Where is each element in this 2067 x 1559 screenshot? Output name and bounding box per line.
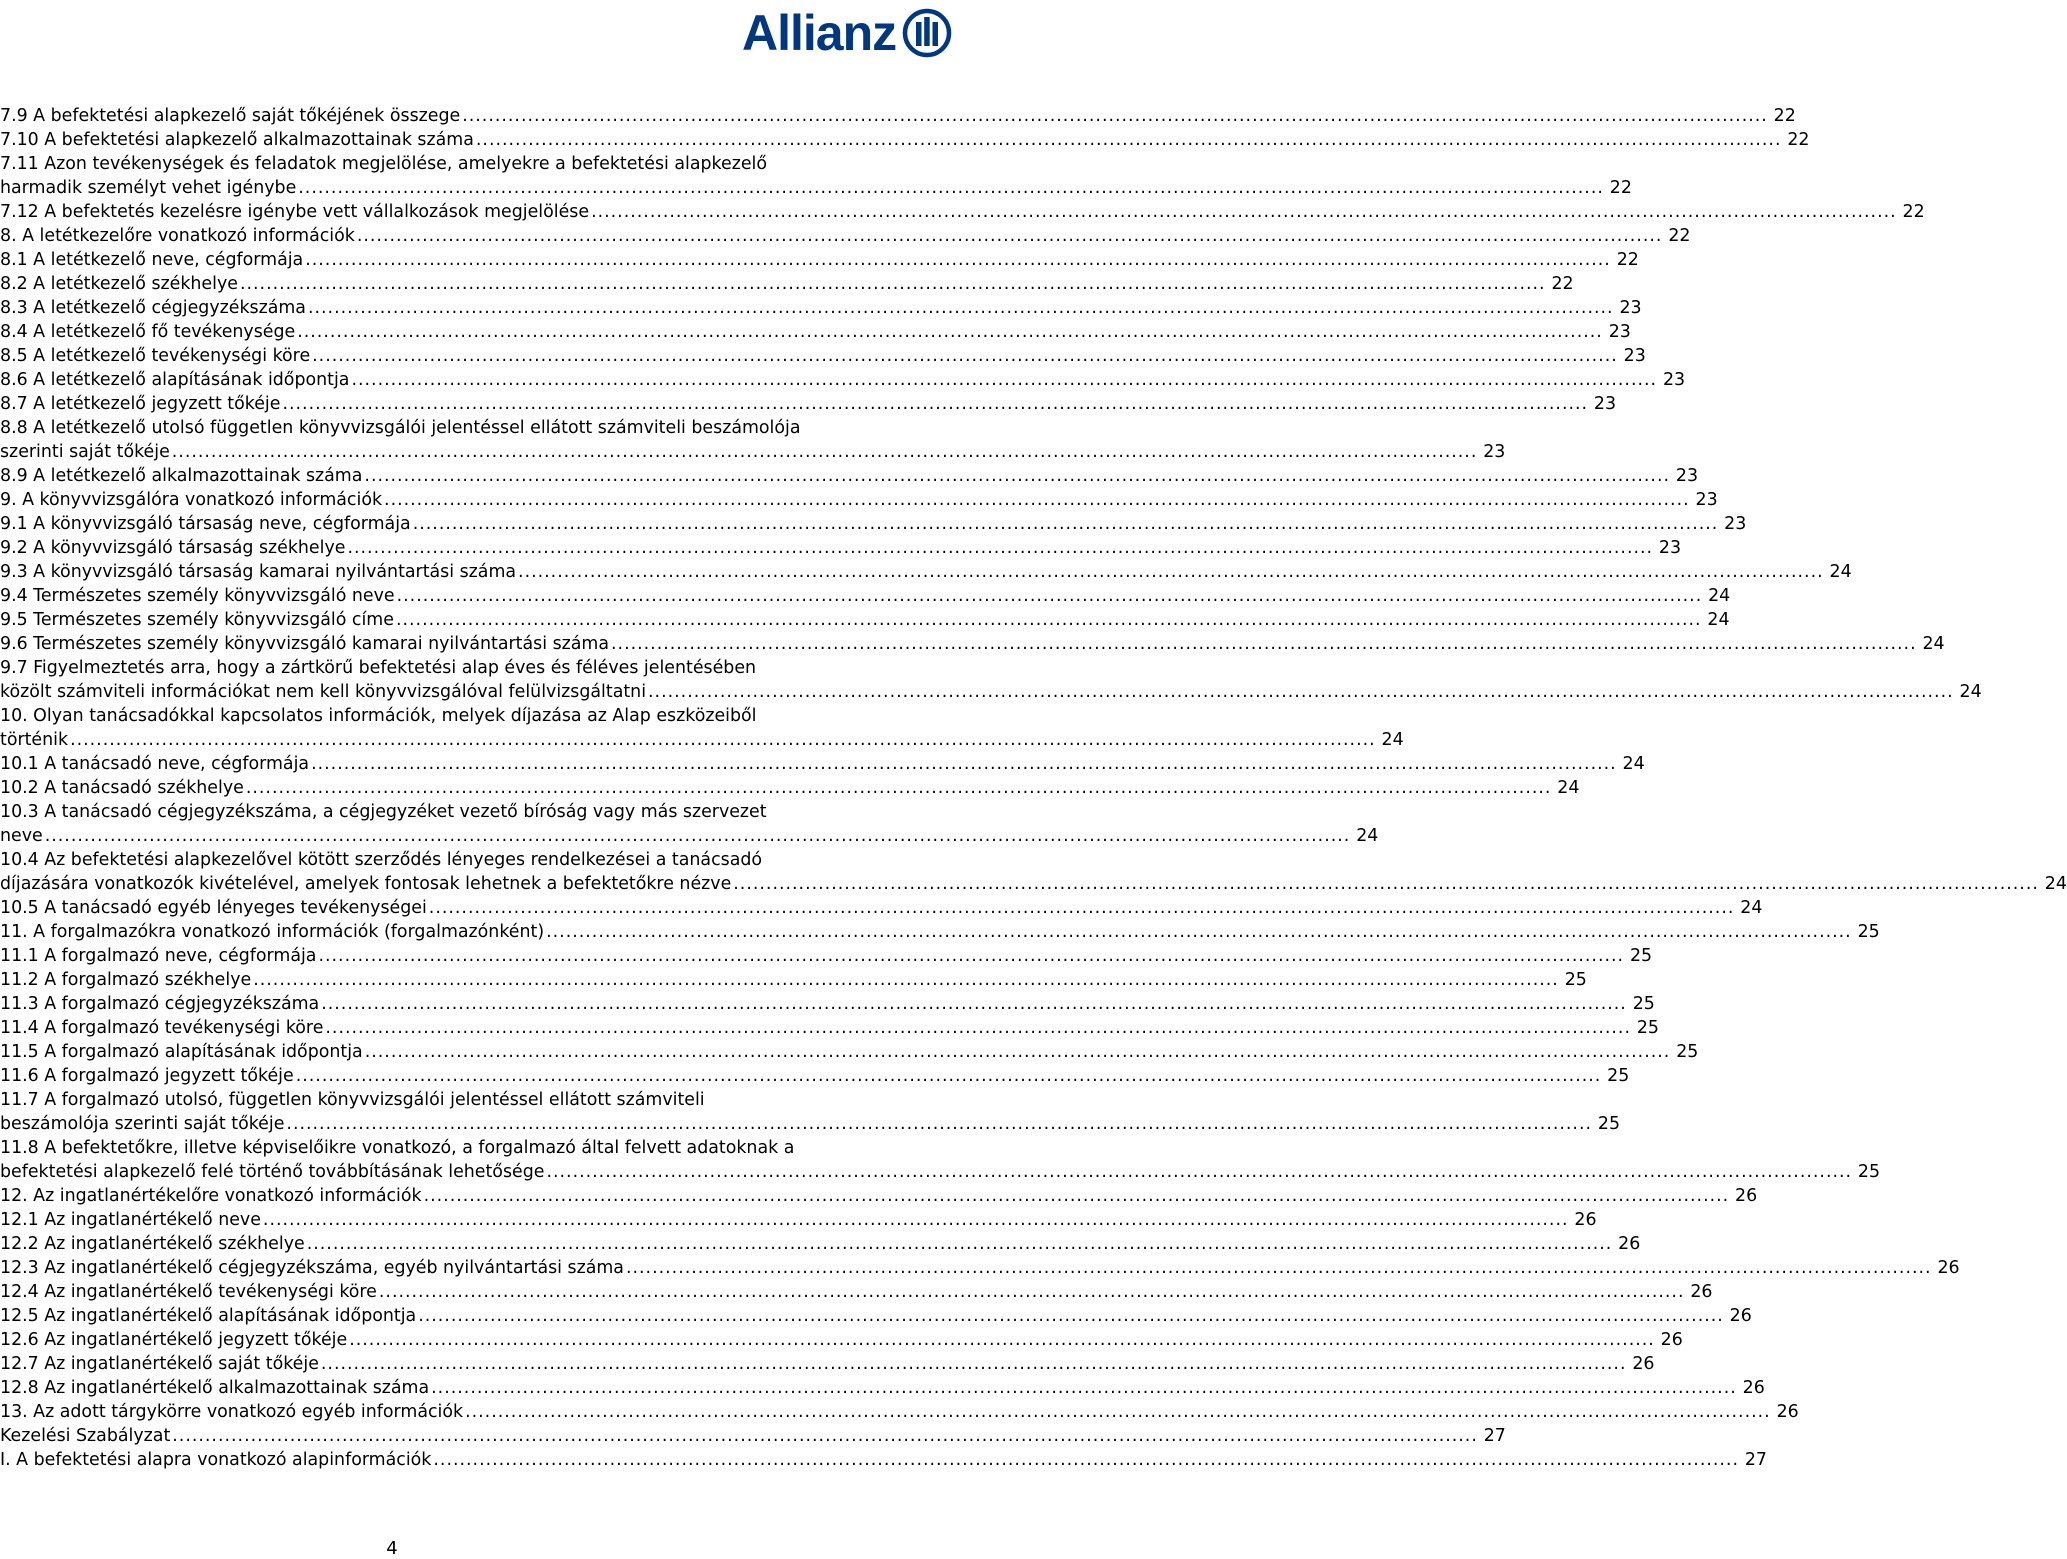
toc-entry[interactable] xyxy=(0,1256,1960,1280)
toc-entry-title-continued: történik xyxy=(0,730,69,750)
toc-entry-page: 26 xyxy=(1690,1282,1713,1302)
toc-entry-page: 24 xyxy=(1707,610,1730,630)
dot-leader xyxy=(263,1208,1569,1232)
toc-entry-title: 10.1 A tanácsadó neve, cégformája xyxy=(0,754,310,774)
dot-leader xyxy=(413,512,1719,536)
dot-leader xyxy=(546,1160,1852,1184)
toc-entry-page: 22 xyxy=(1609,178,1632,198)
toc-entry[interactable] xyxy=(0,584,1731,608)
toc-entry-page: 22 xyxy=(1551,274,1574,294)
toc-entry[interactable] xyxy=(0,320,1631,344)
toc-entry[interactable] xyxy=(0,512,1747,536)
toc-entry-title-continued: harmadik személyt vehet igénybe xyxy=(0,178,297,198)
dot-leader xyxy=(518,560,1824,584)
toc-entry-title: 11.4 A forgalmazó tevékenységi köre xyxy=(0,1018,324,1038)
dot-leader xyxy=(45,824,1351,848)
toc-entry-title: 10. Olyan tanácsadókkal kapcsolatos információk, melyek díjazása az Alap eszközeiből xyxy=(0,706,757,726)
toc-entry-page: 26 xyxy=(1729,1306,1752,1326)
toc-entry-title: 11.6 A forgalmazó jegyzett tőkéje xyxy=(0,1066,294,1086)
toc-entry-title: 12.4 Az ingatlanértékelő tevékenységi köre xyxy=(0,1282,377,1302)
toc-entry-title: 11. A forgalmazókra vonatkozó információk (forgalmazónként) xyxy=(0,922,545,942)
toc-entry-title: 12.1 Az ingatlanértékelő neve xyxy=(0,1210,261,1230)
toc-entry-page: 23 xyxy=(1619,298,1642,318)
toc-entry[interactable] xyxy=(0,944,1653,968)
dot-leader xyxy=(431,1376,1737,1400)
toc-entry-title: 7.10 A befektetési alapkezelő alkalmazottainak száma xyxy=(0,130,474,150)
toc-entry[interactable] xyxy=(0,848,2067,896)
dot-leader xyxy=(318,944,1624,968)
dot-leader xyxy=(591,200,1897,224)
toc-entry-title: 8.4 A letétkezelő fő tevékenysége xyxy=(0,322,296,342)
toc-entry-page: 22 xyxy=(1787,130,1810,150)
toc-entry[interactable] xyxy=(0,464,1699,488)
toc-entry-page: 23 xyxy=(1483,442,1506,462)
toc-entry-page: 23 xyxy=(1695,490,1718,510)
toc-entry-page: 23 xyxy=(1623,346,1646,366)
toc-entry-title: 8.2 A letétkezelő székhelye xyxy=(0,274,238,294)
toc-entry[interactable] xyxy=(0,1184,1758,1208)
toc-entry-title: I. A befektetési alapra vonatkozó alapinformációk xyxy=(0,1450,432,1470)
dot-leader xyxy=(172,440,1478,464)
toc-entry-title: 11.8 A befektetőkre, illetve képviselőikre vonatkozó, a forgalmazó által felvett adatoknak a xyxy=(0,1138,795,1158)
toc-entry[interactable] xyxy=(0,1328,1683,1352)
dot-leader xyxy=(733,872,2039,896)
toc-entry-title: 10.2 A tanácsadó székhelye xyxy=(0,778,244,798)
dot-leader xyxy=(307,1232,1613,1256)
toc-entry[interactable] xyxy=(0,776,1580,800)
toc-entry-page: 25 xyxy=(1676,1042,1699,1062)
toc-entry-title-continued: szerinti saját tőkéje xyxy=(0,442,170,462)
toc-entry-title: 9.5 Természetes személy könyvvizsgáló címe xyxy=(0,610,394,630)
dot-leader xyxy=(648,680,1954,704)
toc-entry-page: 22 xyxy=(1616,250,1639,270)
toc-entry-title: Kezelési Szabályzat xyxy=(0,1426,171,1446)
toc-entry[interactable] xyxy=(0,1400,1799,1424)
toc-entry-page: 25 xyxy=(1857,922,1880,942)
toc-entry[interactable] xyxy=(0,128,1810,152)
toc-entry[interactable] xyxy=(0,1088,1621,1136)
toc-entry-page: 24 xyxy=(1557,778,1580,798)
toc-entry-title-continued: befektetési alapkezelő felé történő továbbításának lehetősége xyxy=(0,1162,545,1182)
dot-leader xyxy=(172,1424,1478,1448)
toc-entry[interactable] xyxy=(0,200,1925,224)
toc-entry-title-continued: díjazására vonatkozók kivételével, amelyek fontosak lehetnek a befektetőkre nézve xyxy=(0,874,732,894)
dot-leader xyxy=(418,1304,1724,1328)
toc-entry[interactable] xyxy=(0,1304,1752,1328)
toc-entry-title: 11.7 A forgalmazó utolsó, független könyvvizsgálói jelentéssel ellátott számviteli xyxy=(0,1090,705,1110)
toc-entry-page: 25 xyxy=(1564,970,1587,990)
dot-leader xyxy=(396,608,1702,632)
toc-entry[interactable] xyxy=(0,296,1642,320)
toc-entry-title: 9.1 A könyvvizsgáló társaság neve, cégformája xyxy=(0,514,411,534)
toc-entry-page: 26 xyxy=(1574,1210,1597,1230)
toc-entry-page: 26 xyxy=(1618,1234,1641,1254)
toc-entry-title: 12.2 Az ingatlanértékelő székhelye xyxy=(0,1234,305,1254)
toc-entry[interactable] xyxy=(0,392,1617,416)
dot-leader xyxy=(240,272,1546,296)
toc-entry-title: 11.3 A forgalmazó cégjegyzékszáma xyxy=(0,994,320,1014)
dot-leader xyxy=(253,968,1559,992)
toc-entry-title: 10.4 Az befektetési alapkezelővel kötött szerződés lényeges rendelkezései a tanácsadó xyxy=(0,850,763,870)
toc-entry[interactable] xyxy=(0,368,1686,392)
toc-entry-title: 9.2 A könyvvizsgáló társaság székhelye xyxy=(0,538,346,558)
toc-entry-page: 25 xyxy=(1636,1018,1659,1038)
dot-leader xyxy=(347,536,1653,560)
logo-text: Allianz xyxy=(742,5,897,61)
toc-entry-title: 8.6 A letétkezelő alapításának időpontja xyxy=(0,370,350,390)
toc-entry-title: 9.4 Természetes személy könyvvizsgáló neve xyxy=(0,586,395,606)
toc-entry-title: 11.5 A forgalmazó alapításának időpontja xyxy=(0,1042,363,1062)
dot-leader xyxy=(429,896,1735,920)
toc-entry[interactable] xyxy=(0,1064,1630,1088)
dot-leader xyxy=(297,320,1603,344)
toc-entry[interactable] xyxy=(0,1040,1699,1064)
toc-entry[interactable] xyxy=(0,1136,1881,1184)
toc-entry[interactable] xyxy=(0,608,1730,632)
toc-entry-title: 9. A könyvvizsgálóra vonatkozó információk xyxy=(0,490,383,510)
dot-leader xyxy=(321,1352,1627,1376)
toc-entry-title: 10.3 A tanácsadó cégjegyzékszáma, a cégjegyzéket vezető bíróság vagy más szervezet xyxy=(0,802,767,822)
dot-leader xyxy=(397,584,1703,608)
toc-entry-title: 13. Az adott tárgykörre vonatkozó egyéb információk xyxy=(0,1402,464,1422)
toc-entry-title: 7.11 Azon tevékenységek és feladatok megjelölése, amelyekre a befektetési alapkezelő xyxy=(0,154,768,174)
toc-entry-page: 23 xyxy=(1662,370,1686,390)
toc-entry[interactable] xyxy=(0,560,1852,584)
toc-entry-page: 24 xyxy=(1922,634,1945,654)
toc-entry[interactable] xyxy=(0,104,1796,128)
toc-entry-page: 24 xyxy=(1708,586,1731,606)
toc-entry-page: 25 xyxy=(1632,994,1655,1014)
toc-entry[interactable] xyxy=(0,800,1379,848)
dot-leader xyxy=(364,464,1670,488)
dot-leader xyxy=(286,1112,1592,1136)
toc-entry[interactable] xyxy=(0,632,1945,656)
table-of-contents xyxy=(0,104,2067,1472)
toc-entry[interactable] xyxy=(0,488,1718,512)
toc-entry-title: 12.3 Az ingatlanértékelő cégjegyzékszáma, egyéb nyilvántartási száma xyxy=(0,1258,624,1278)
toc-entry-page: 26 xyxy=(1735,1186,1758,1206)
toc-entry-page: 25 xyxy=(1597,1114,1621,1134)
toc-entry-title-continued: neve xyxy=(0,826,43,846)
toc-entry[interactable] xyxy=(0,992,1655,1016)
toc-entry-title: 8.5 A letétkezelő tevékenységi köre xyxy=(0,346,311,366)
toc-entry[interactable] xyxy=(0,416,1506,464)
toc-entry-page: 23 xyxy=(1608,322,1631,342)
toc-entry-page: 24 xyxy=(1829,562,1852,582)
dot-leader xyxy=(312,344,1618,368)
toc-entry-page: 24 xyxy=(1356,826,1379,846)
toc-entry-title: 9.3 A könyvvizsgáló társaság kamarai nyilvántartási száma xyxy=(0,562,517,582)
toc-entry-title: 8.3 A letétkezelő cégjegyzékszáma xyxy=(0,298,306,318)
toc-entry-page: 22 xyxy=(1902,202,1925,222)
toc-entry-page: 22 xyxy=(1773,106,1796,126)
dot-leader xyxy=(611,632,1917,656)
toc-entry[interactable] xyxy=(0,1424,1506,1448)
toc-entry-page: 23 xyxy=(1658,538,1682,558)
toc-entry-page: 24 xyxy=(1959,682,1982,702)
toc-entry-title: 7.9 A befektetési alapkezelő saját tőkéjének összege xyxy=(0,106,461,126)
toc-entry[interactable] xyxy=(0,656,1982,704)
dot-leader xyxy=(476,128,1782,152)
toc-entry-title: 8.7 A letétkezelő jegyzett tőkéje xyxy=(0,394,281,414)
toc-entry[interactable] xyxy=(0,272,1574,296)
dot-leader xyxy=(349,1328,1655,1352)
toc-entry-page: 27 xyxy=(1483,1426,1506,1446)
toc-entry[interactable] xyxy=(0,920,1880,944)
toc-entry[interactable] xyxy=(0,704,1404,752)
toc-entry[interactable] xyxy=(0,1016,1659,1040)
toc-entry[interactable] xyxy=(0,1280,1713,1304)
toc-entry-title: 8.8 A letétkezelő utolsó független könyvvizsgálói jelentéssel ellátott számviteli beszámolója xyxy=(0,418,801,438)
toc-entry-page: 24 xyxy=(1740,898,1763,918)
toc-entry-page: 24 xyxy=(2044,874,2067,894)
dot-leader xyxy=(365,1040,1671,1064)
toc-entry[interactable] xyxy=(0,752,1645,776)
toc-entry[interactable] xyxy=(0,1352,1655,1376)
toc-entry-page: 25 xyxy=(1607,1066,1630,1086)
toc-entry[interactable] xyxy=(0,344,1646,368)
toc-entry[interactable] xyxy=(0,1208,1597,1232)
dot-leader xyxy=(321,992,1627,1016)
dot-leader xyxy=(626,1256,1932,1280)
dot-leader xyxy=(433,1448,1739,1472)
toc-entry[interactable] xyxy=(0,896,1763,920)
dot-leader xyxy=(462,104,1768,128)
toc-entry-page: 26 xyxy=(1742,1378,1765,1398)
toc-entry-title: 8.1 A letétkezelő neve, cégformája xyxy=(0,250,304,270)
toc-entry-page: 26 xyxy=(1632,1354,1655,1374)
toc-entry-title: 9.6 Természetes személy könyvvizsgáló kamarai nyilvántartási száma xyxy=(0,634,610,654)
dot-leader xyxy=(351,368,1657,392)
toc-entry-title: 8.9 A letétkezelő alkalmazottainak száma xyxy=(0,466,363,486)
dot-leader xyxy=(357,224,1663,248)
dot-leader xyxy=(325,1016,1631,1040)
toc-entry-page: 23 xyxy=(1724,514,1747,534)
toc-entry-title-continued: beszámolója szerinti saját tőkéje xyxy=(0,1114,285,1134)
page-number: 4 xyxy=(386,1538,398,1559)
dot-leader xyxy=(546,920,1852,944)
toc-entry-title: 10.5 A tanácsadó egyéb lényeges tevékenységei xyxy=(0,898,427,918)
toc-entry-title: 12. Az ingatlanértékelőre vonatkozó információk xyxy=(0,1186,422,1206)
toc-entry-title: 7.12 A befektetés kezelésre igénybe vett vállalkozások megjelölése xyxy=(0,202,590,222)
toc-entry-page: 25 xyxy=(1857,1162,1881,1182)
toc-entry-title: 12.5 Az ingatlanértékelő alapításának időpontja xyxy=(0,1306,417,1326)
toc-entry[interactable] xyxy=(0,152,1632,200)
toc-entry[interactable] xyxy=(0,248,1639,272)
dot-leader xyxy=(308,296,1614,320)
toc-entry-page: 23 xyxy=(1593,394,1617,414)
toc-entry-page: 25 xyxy=(1629,946,1653,966)
dot-leader xyxy=(298,176,1604,200)
toc-entry-title: 9.7 Figyelmeztetés arra, hogy a zártkörű befektetési alap éves és féléves jelentésében xyxy=(0,658,757,678)
dot-leader xyxy=(305,248,1611,272)
allianz-logo xyxy=(742,4,952,62)
dot-leader xyxy=(379,1280,1685,1304)
toc-entry[interactable] xyxy=(0,224,1691,248)
toc-entry-page: 27 xyxy=(1744,1450,1767,1470)
toc-entry[interactable] xyxy=(0,1376,1765,1400)
dot-leader xyxy=(246,776,1552,800)
toc-entry-page: 26 xyxy=(1937,1258,1960,1278)
toc-entry-title: 12.6 Az ingatlanértékelő jegyzett tőkéje xyxy=(0,1330,348,1350)
toc-entry[interactable] xyxy=(0,968,1587,992)
toc-entry-title-continued: közölt számviteli információkat nem kell könyvvizsgálóval felülvizsgáltatni xyxy=(0,682,647,702)
dot-leader xyxy=(311,752,1617,776)
toc-entry-page: 22 xyxy=(1668,226,1691,246)
toc-entry-title: 8. A letétkezelőre vonatkozó információk xyxy=(0,226,355,246)
dot-leader xyxy=(70,728,1376,752)
dot-leader xyxy=(465,1400,1771,1424)
dot-leader xyxy=(282,392,1588,416)
toc-entry-page: 24 xyxy=(1622,754,1645,774)
toc-entry-page: 23 xyxy=(1675,466,1699,486)
toc-entry-page: 26 xyxy=(1660,1330,1683,1350)
allianz-eagle-icon xyxy=(902,8,952,58)
toc-entry[interactable] xyxy=(0,536,1682,560)
toc-entry-title: 12.8 Az ingatlanértékelő alkalmazottainak száma xyxy=(0,1378,430,1398)
toc-entry-title: 11.1 A forgalmazó neve, cégformája xyxy=(0,946,317,966)
toc-entry-page: 24 xyxy=(1381,730,1404,750)
toc-entry[interactable] xyxy=(0,1232,1641,1256)
dot-leader xyxy=(384,488,1690,512)
dot-leader xyxy=(424,1184,1730,1208)
toc-entry-page: 26 xyxy=(1776,1402,1799,1422)
toc-entry-title: 12.7 Az ingatlanértékelő saját tőkéje xyxy=(0,1354,319,1374)
dot-leader xyxy=(296,1064,1602,1088)
toc-entry-title: 11.2 A forgalmazó székhelye xyxy=(0,970,252,990)
toc-entry[interactable] xyxy=(0,1448,1767,1472)
